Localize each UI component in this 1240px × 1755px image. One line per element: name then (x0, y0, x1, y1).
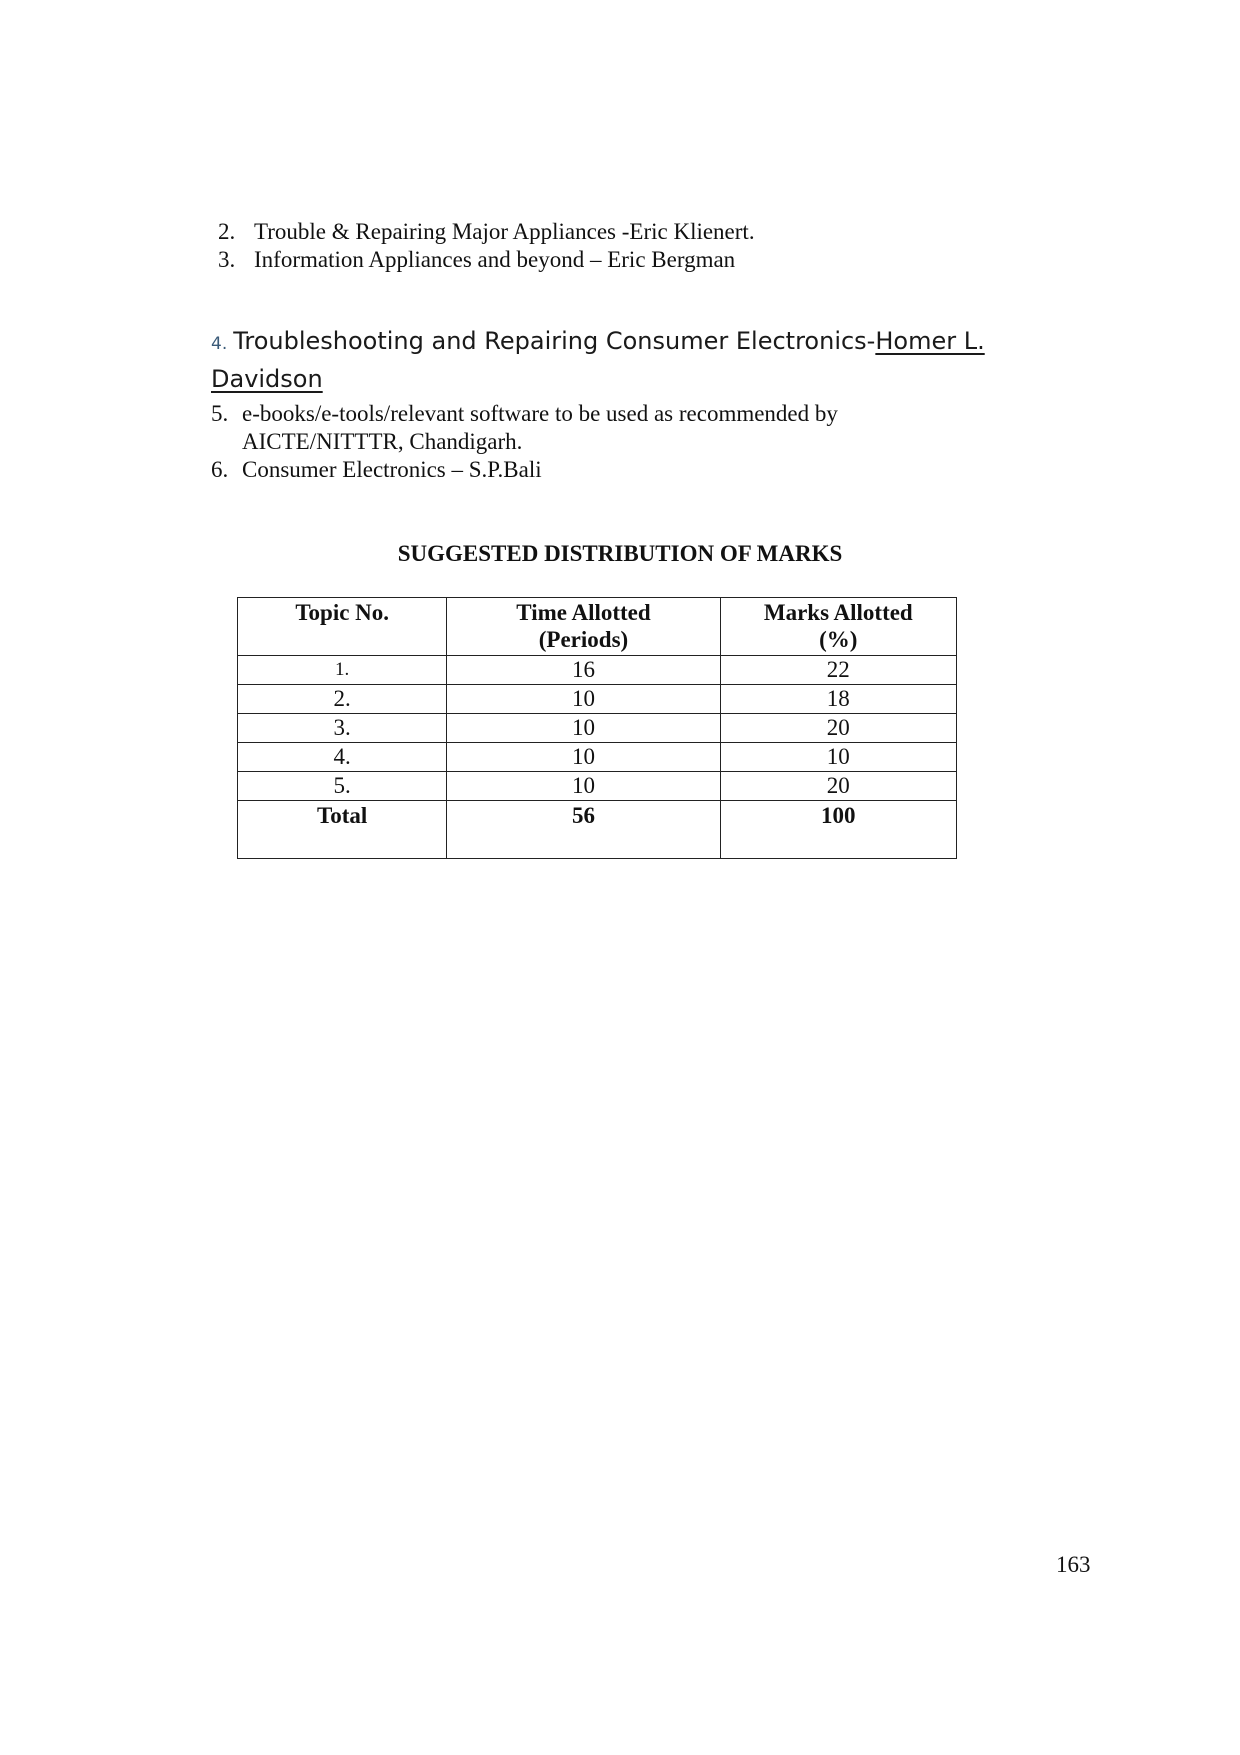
reference-item-5 (211, 400, 838, 428)
cell-time-text: 10 (571, 686, 595, 711)
cell-topic-text: 3. (333, 715, 351, 740)
cell-total-time (447, 801, 720, 859)
reference-text: Information Appliances and beyond – Eric Bergman (254, 247, 736, 272)
cell-time (447, 656, 720, 685)
table-row (238, 743, 957, 772)
reference-text: e-books/e-tools/relevant software to be used as recommended by (242, 401, 838, 426)
reference-author: Homer L. (875, 327, 985, 355)
cell-topic-text: 2. (333, 686, 351, 711)
reference-text: Trouble & Repairing Major Appliances -Eric Klienert. (254, 219, 755, 244)
table-title: SUGGESTED DISTRIBUTION OF MARKS (397, 541, 843, 566)
header-marks (720, 598, 956, 656)
reference-item-4-continued (211, 360, 323, 398)
reference-text: AICTE/NITTTR, Chandigarh. (242, 429, 523, 454)
cell-time-text: 16 (571, 657, 595, 682)
cell-total-label (238, 801, 447, 859)
reference-item-6 (211, 456, 542, 484)
cell-marks (720, 656, 956, 685)
cell-time-text: 10 (571, 744, 595, 769)
cell-marks (720, 714, 956, 743)
cell-time (447, 772, 720, 801)
page-number: 163 (1056, 1552, 1091, 1577)
cell-topic-text: 5. (333, 773, 351, 798)
cell-time-text: 10 (571, 715, 595, 740)
cell-time-text: 10 (571, 773, 595, 798)
cell-topic-text: 4. (333, 744, 351, 769)
cell-marks (720, 772, 956, 801)
cell-time (447, 685, 720, 714)
cell-marks-text: 22 (826, 657, 850, 682)
cell-total-marks (720, 801, 956, 859)
table-row (238, 685, 957, 714)
total-label-text: Total (317, 803, 368, 828)
reference-author: Davidson (211, 365, 323, 393)
cell-topic (238, 772, 447, 801)
total-time-text: 56 (571, 803, 595, 828)
table-row (238, 714, 957, 743)
cell-marks-text: 10 (826, 744, 850, 769)
cell-topic (238, 656, 447, 685)
reference-item-5-continued (242, 428, 522, 456)
header-topic (238, 598, 447, 656)
cell-marks-text: 20 (826, 773, 850, 798)
cell-topic (238, 743, 447, 772)
cell-marks-text: 20 (826, 715, 850, 740)
header-marks-label: Marks Allotted (763, 600, 913, 625)
reference-number: 4. (211, 334, 228, 354)
cell-marks (720, 685, 956, 714)
table-total-row (238, 801, 957, 859)
total-marks-text: 100 (821, 803, 856, 828)
cell-time (447, 743, 720, 772)
cell-marks (720, 743, 956, 772)
reference-item-4 (211, 322, 985, 363)
marks-distribution-table (237, 597, 957, 859)
reference-number: 5. (211, 401, 229, 426)
reference-text: Troubleshooting and Repairing Consumer Electronics- (233, 327, 876, 355)
cell-topic (238, 714, 447, 743)
table-row (238, 772, 957, 801)
cell-topic (238, 685, 447, 714)
cell-time (447, 714, 720, 743)
reference-number: 3. (218, 247, 236, 272)
header-marks-unit: (%) (819, 627, 858, 652)
cell-marks-text: 18 (826, 686, 850, 711)
table-header-row (238, 598, 957, 656)
cell-topic-text: 1. (335, 659, 350, 680)
header-time (447, 598, 720, 656)
table-row (238, 656, 957, 685)
header-time-unit: (Periods) (538, 627, 629, 652)
reference-item-2 (218, 218, 755, 246)
reference-item-3 (218, 246, 735, 274)
reference-number: 6. (211, 457, 229, 482)
reference-number: 2. (218, 219, 236, 244)
reference-text: Consumer Electronics – S.P.Bali (242, 457, 542, 482)
header-time-label: Time Allotted (516, 600, 651, 625)
header-topic-label: Topic No. (295, 600, 390, 625)
